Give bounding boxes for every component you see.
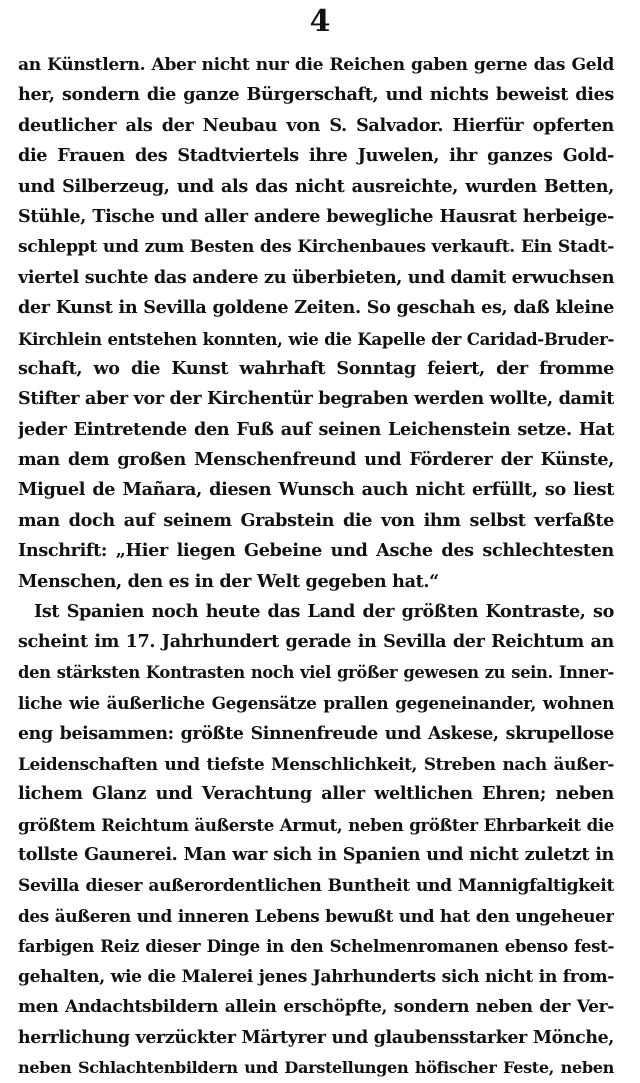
text-line: der Kunst in Sevilla goldene Zeiten. So geschah es, daß kleine <box>18 297 614 319</box>
text-line: lichem Glanz und Verachtung aller weltlichen Ehren; neben <box>18 783 614 805</box>
text-line: liche wie äußerliche Gegensätze prallen gegeneinander, wohnen <box>18 693 614 714</box>
text-line: Kirchlein entstehen konnten, wie die Kapelle der Caridad-Bruder- <box>18 328 614 349</box>
text-line: Leidenschaften und tiefste Menschlichkeit, Streben nach äußer- <box>18 753 614 774</box>
text-line: Ist Spanien noch heute das Land der größten Kontraste, so <box>34 601 614 623</box>
text-line: Miguel de Mañara, diesen Wunsch auch nicht erfüllt, so liest <box>18 479 614 501</box>
text-line: tollste Gaunerei. Man war sich in Spanien und nicht zuletzt in <box>18 844 614 866</box>
text-line: man doch auf seinem Grabstein die von ihm selbst verfaßte <box>18 509 614 531</box>
body-text <box>18 50 614 1083</box>
text-line: viertel suchte das andere zu überbieten, und damit erwuchsen <box>18 266 614 288</box>
text-line: größtem Reichtum äußerste Armut, neben größter Ehrbarkeit die <box>18 814 614 835</box>
text-line: an Künstlern. Aber nicht nur die Reichen gaben gerne das Geld <box>18 55 614 75</box>
text-line: men Andachtsbildern allein erschöpfte, sondern neben der Ver- <box>18 997 614 1018</box>
text-line: eng beisammen: größte Sinnenfreude und Askese, skrupellose <box>18 723 614 744</box>
text-line: des äußeren und inneren Lebens bewußt und hat den ungeheuer <box>18 905 614 926</box>
page-number: 4 <box>309 4 331 39</box>
text-line: her, sondern die ganze Bürgerschaft, und nichts beweist dies <box>18 84 614 106</box>
text-line: Stühle, Tische und aller andere bewegliche Hausrat herbeige- <box>18 205 614 227</box>
text-line: man dem großen Menschenfreund und Förderer der Künste, <box>18 449 614 471</box>
text-line: Menschen, den es in der Welt gegeben hat.“ <box>18 570 439 592</box>
text-line: scheint im 17. Jahrhundert gerade in Sevilla der Reichtum an <box>18 631 614 653</box>
text-line: jeder Eintretende den Fuß auf seinen Leichenstein setze. Hat <box>18 418 614 440</box>
text-line: schaft, wo die Kunst wahrhaft Sonntag feiert, der fromme <box>18 357 614 379</box>
text-line: deutlicher als der Neubau von S. Salvador. Hierfür opferten <box>18 114 614 136</box>
text-line: und Silberzeug, und als das nicht ausreichte, wurden Betten, <box>18 175 614 197</box>
text-line: Stifter aber vor der Kirchentür begraben werden wollte, damit <box>18 388 614 410</box>
text-line: Inschrift: „Hier liegen Gebeine und Asche des schlechtesten <box>18 540 614 562</box>
text-line: Sevilla dieser außerordentlichen Buntheit und Mannigfaltigkeit <box>18 875 614 896</box>
text-line: gehalten, wie die Malerei jenes Jahrhunderts sich nicht in from- <box>18 966 614 987</box>
text-line: die Frauen des Stadtviertels ihre Juwelen, ihr ganzes Gold- <box>18 145 614 167</box>
text-line: farbigen Reiz dieser Dinge in den Schelmenromanen ebenso fest- <box>18 936 614 957</box>
text-line: herrlichung verzückter Märtyrer und glaubensstarker Mönche, <box>18 1027 614 1048</box>
text-line: neben Schlachtenbildern und Darstellungen höfischer Feste, neben <box>18 1057 614 1077</box>
text-line: schleppt und zum Besten des Kirchenbaues verkauft. Ein Stadt- <box>18 237 614 258</box>
text-line: den stärksten Kontrasten noch viel größer gewesen zu sein. Inner- <box>18 662 614 682</box>
